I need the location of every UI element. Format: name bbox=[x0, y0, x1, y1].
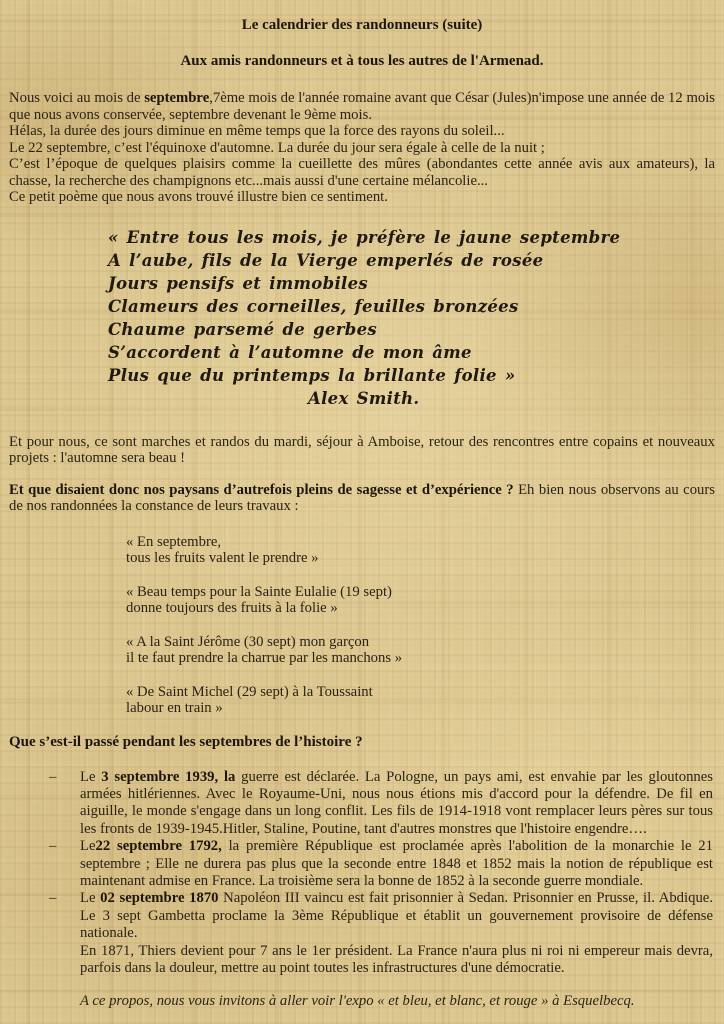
poem-author: Alex Smith. bbox=[308, 388, 420, 408]
proverb-item bbox=[126, 634, 715, 667]
history-heading: Que s’est-il passé pendant les septembres de l’histoire ? bbox=[9, 733, 363, 750]
intro-sentence-post: ,7ème mois de l'année romaine avant que César (Jules)n'impose une année de 12 mois que nous avons conservée, septembre devenant le 9ème mois. bbox=[9, 90, 716, 123]
page-title: Le calendrier des randonneurs (suite) bbox=[241, 17, 483, 33]
poem-line: Chaume parsemé de gerbes bbox=[108, 319, 377, 339]
history-pre: Le bbox=[80, 890, 101, 907]
proverbs-block bbox=[126, 534, 715, 717]
history-post: la première République est proclamée après l'abolition de la monarchie le 21 septembre ; Elle ne durera pas plus que la seconde entre 1848 et 1852 mais la notion de république est maintenant admise en France. La troisième sera la bonne de 1852 à la seconde guerre mondiale. bbox=[80, 838, 713, 889]
intro-line-poeme: Ce petit poème que nous avons trouvé illustre bien ce sentiment. bbox=[9, 189, 388, 205]
history-list bbox=[9, 769, 715, 978]
history-item-1792 bbox=[49, 838, 715, 890]
sagesse-rest: Eh bien nous observons au cours de nos randonnées la constance de leurs travaux : bbox=[9, 481, 715, 514]
proverb-line: « Beau temps pour la Sainte Eulalie (19 sept) bbox=[126, 583, 392, 600]
poem-line: S’accordent à l’automne de mon âme bbox=[108, 342, 472, 362]
bullet-dash: – bbox=[49, 838, 57, 855]
proverb-line: « De Saint Michel (29 sept) à la Toussaint bbox=[126, 683, 373, 700]
history-date-bold: 02 septembre 1870 bbox=[100, 890, 219, 907]
intro-line-equinoxe: Le 22 septembre, c’est l'équinoxe d'automne. La durée du jour sera égale à celle de la nuit ; bbox=[9, 139, 545, 156]
poem-line: Jours pensifs et immobiles bbox=[108, 273, 368, 293]
poem-block bbox=[108, 226, 715, 410]
intro-bold-septembre: septembre bbox=[144, 90, 210, 106]
intro-line-helas: Hélas, la durée des jours diminue en même temps que la force des rayons du soleil... bbox=[9, 123, 505, 139]
page-subtitle: Aux amis randonneurs et à tous les autres de l'Armenad. bbox=[180, 53, 544, 69]
history-pre: Le bbox=[80, 838, 96, 855]
poem-line: A l’aube, fils de la Vierge emperlés de rosée bbox=[108, 250, 544, 270]
history-post: Napoléon III vaincu est fait prisonnier à Sedan. Prisonnier en Prusse, il. Abdique. Le 3 sept Gambetta proclame la 3ème République et établit un gouvernement provisoire de défense nationale. bbox=[80, 890, 713, 942]
bullet-dash: – bbox=[49, 890, 57, 907]
history-item-text bbox=[80, 838, 713, 890]
history-pre: Le bbox=[80, 768, 102, 785]
sagesse-bold-lead: Et que disaient donc nos paysans d’autrefois pleins de sagesse et d’expérience ? bbox=[9, 481, 519, 498]
poem-line: Clameurs des corneilles, feuilles bronzées bbox=[108, 296, 519, 316]
poem-line: Plus que du printemps la brillante folie » bbox=[108, 365, 516, 385]
proverb-line: il te faut prendre la charrue par les manchons » bbox=[126, 650, 403, 666]
history-post2: En 1871, Thiers devient pour 7 ans le 1er président. La France n'aura plus ni roi ni empereur mais devra, parfois dans la douleur, mettre au point toutes les infrastructures d'une démocratie. bbox=[80, 942, 713, 976]
poem-line: « Entre tous les mois, je préfère le jaune septembre bbox=[108, 227, 621, 247]
history-item-text bbox=[80, 890, 713, 977]
intro-sentence-pre: Nous voici au mois de bbox=[9, 90, 145, 106]
proverb-item bbox=[126, 534, 715, 567]
history-date-bold: 3 septembre 1939, la bbox=[101, 768, 236, 785]
proverb-line: donne toujours des fruits à la folie » bbox=[126, 600, 338, 616]
paragraph-sagesse bbox=[9, 482, 715, 515]
history-date-bold: 22 septembre 1792, bbox=[95, 838, 222, 855]
proverb-item bbox=[126, 584, 715, 617]
paragraph-et-pour-nous: Et pour nous, ce sont marches et randos du mardi, séjour à Amboise, retour des rencontres entre copains et nouveaux projets : l'automne sera beau ! bbox=[9, 433, 715, 466]
history-post: guerre est déclarée. La Pologne, un pays ami, est envahie par les gloutonnes armées hitlériennes. Avec le Royaume-Uni, nous nous étions mis d'accord pour la défendre. De fil en aiguille, le monde s'engage dans un long conflit. Les fils de 1914-1918 vont remplacer leurs pères sur tous les fronts de 1939-1945.Hitler, Staline, Poutine, tant d'autres monstres que l'histoire engendre…. bbox=[80, 768, 713, 837]
closing-note: A ce propos, nous vous invitons à aller voir l'expo « et bleu, et blanc, et rouge » à Esquelbecq. bbox=[80, 993, 635, 1010]
history-item-1870 bbox=[49, 890, 715, 977]
proverb-line: tous les fruits valent le prendre » bbox=[126, 550, 319, 566]
history-item-text bbox=[80, 769, 713, 839]
history-item-1939 bbox=[49, 769, 715, 839]
proverb-line: « En septembre, bbox=[126, 533, 222, 550]
proverb-line: « A la Saint Jérôme (30 sept) mon garçon bbox=[126, 633, 370, 650]
proverb-line: labour en train » bbox=[126, 700, 223, 716]
proverb-item bbox=[126, 684, 715, 717]
intro-line-epoque: C’est l’époque de quelques plaisirs comme la cueillette des mûres (abondantes cette année avis aux amateurs), la chasse, la recherche des champignons etc...mais aussi d'une certaine mélancolie... bbox=[9, 156, 715, 189]
intro-paragraph bbox=[9, 90, 715, 206]
bullet-dash: – bbox=[49, 768, 57, 785]
